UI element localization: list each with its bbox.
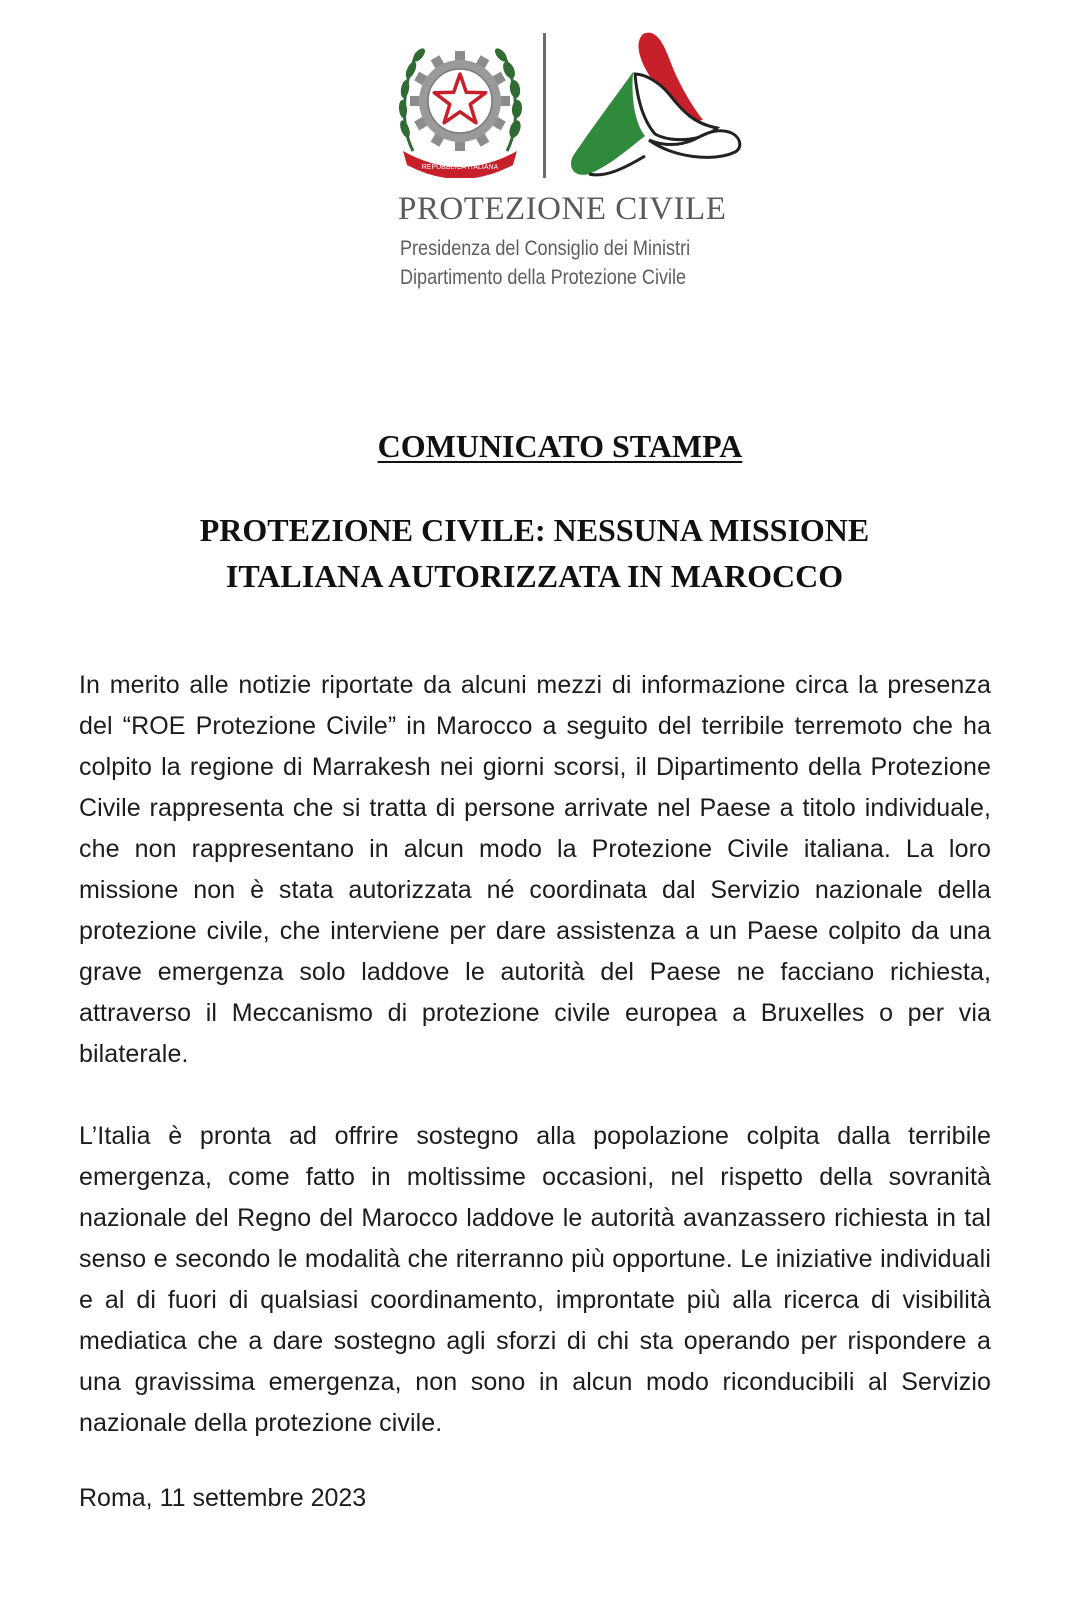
body-paragraph-2: L’Italia è pronta ad offrire sostegno alla popolazione colpita dalla terribile emergenza, come fatto in moltissime occasioni, nel rispetto della sovranità nazionale del Regno del Marocco laddove le autorità avanzassero richiesta in tal senso e secondo le modalità che riterranno più opportune. Le iniziative individuali e al di fuori di qualsiasi coordinamento, improntate più alla ricerca di visibilità mediatica che a dare sostegno agli sforzi di chi sta operando per rispondere a una gravissima emergenza, non sono in alcun modo riconducibili al Servizio nazionale della protezione civile.	[79, 1122, 991, 1437]
place-and-date: Roma, 11 settembre 2023	[79, 1484, 367, 1512]
letterhead	[0, 0, 1069, 320]
press-release-headline	[0, 507, 1069, 599]
organization-subtitle-1: Presidenza del Consiglio dei Ministri	[400, 237, 691, 260]
organization-subtitle-2: Dipartimento della Protezione Civile	[400, 266, 687, 289]
logo-divider	[543, 33, 546, 178]
organization-name: PROTEZIONE CIVILE	[398, 191, 727, 227]
italian-republic-emblem-icon	[395, 33, 525, 178]
emblem-ribbon-text: REPUBBLICA ITALIANA	[421, 164, 499, 171]
headline-line-2: ITALIANA AUTORIZZATA IN MAROCCO	[225, 558, 844, 594]
headline-line-1: PROTEZIONE CIVILE: NESSUNA MISSIONE	[199, 512, 870, 548]
document-type-title: COMUNICATO STAMPA	[377, 428, 743, 464]
body-paragraph-1: In merito alle notizie riportate da alcuni mezzi di informazione circa la presenza del “ROE Protezione Civile” in Marocco a seguito del terribile terremoto che ha colpito la regione di Marrakesh nei giorni scorsi, il Dipartimento della Protezione Civile rappresenta che si tratta di persone arrivate nel Paese a titolo individuale, che non rappresentano in alcun modo la Protezione Civile italiana. La loro missione non è stata autorizzata né coordinata dal Servizio nazionale della protezione civile, che interviene per dare assistenza a un Paese colpito da una grave emergenza solo laddove le autorità del Paese ne facciano richiesta, attraverso il Meccanismo di protezione civile europea a Bruxelles o per via bilaterale.	[79, 671, 991, 1068]
protezione-civile-logo-icon	[565, 28, 745, 183]
